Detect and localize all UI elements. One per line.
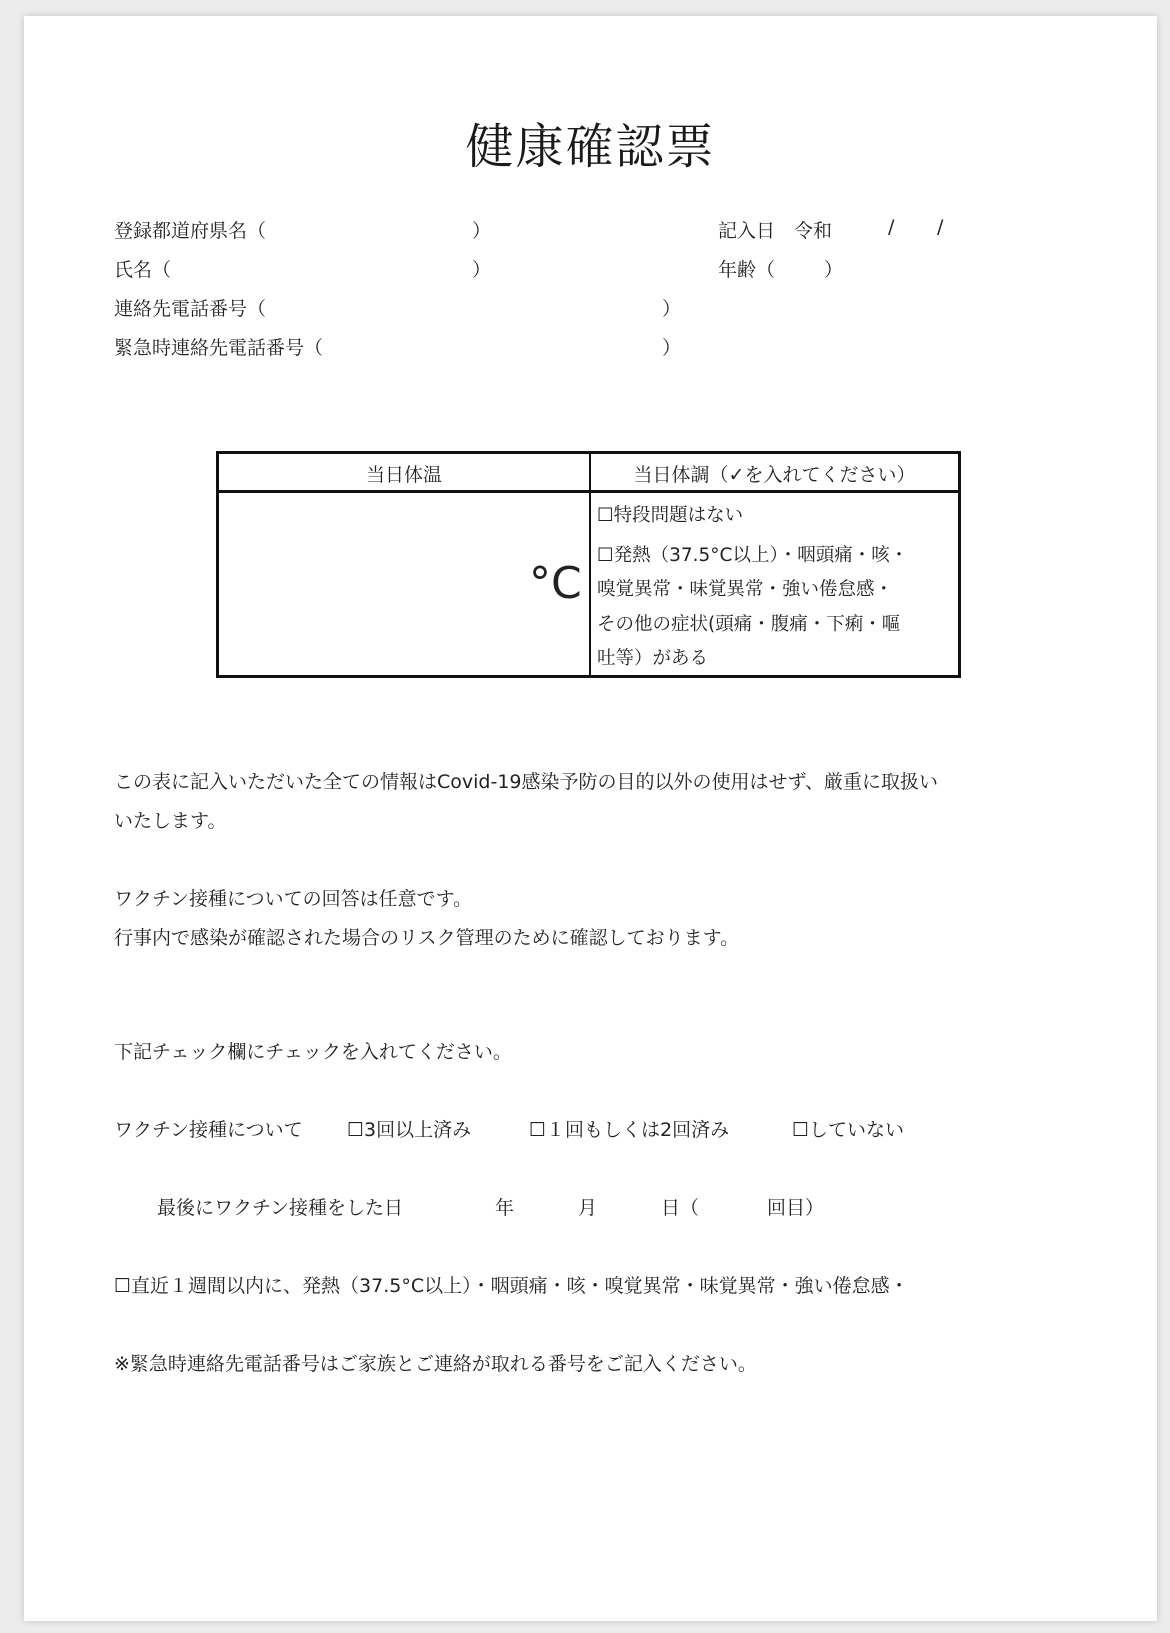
vaccine-optional-note: ワクチン接種についての回答は任意です。 xyxy=(114,888,473,910)
table-divider xyxy=(589,454,591,675)
month-label: 月 xyxy=(578,1197,598,1219)
health-table xyxy=(216,451,961,678)
last-vaccine-date-label: 最後にワクチン接種をした日 xyxy=(157,1197,404,1219)
day-label: 日（ xyxy=(661,1197,700,1219)
condition-text: 嗅覚異常・味覚異常・強い倦怠感・ xyxy=(597,579,894,600)
temperature-unit: °C xyxy=(529,558,582,609)
table-divider xyxy=(219,490,958,493)
name-close: ） xyxy=(472,259,492,281)
condition-text: 吐等）がある xyxy=(597,648,709,669)
privacy-note: この表に記入いただいた全ての情報はCovid-19感染予防の目的以外の使用はせず、厳重に取扱い xyxy=(114,771,938,793)
vaccine-label: ワクチン接種について xyxy=(114,1119,303,1141)
condition-header: 当日体調（✓を入れてください） xyxy=(633,464,916,486)
prefecture-close: ） xyxy=(472,220,492,242)
emergency-phone-label: 緊急時連絡先電話番号（ xyxy=(114,337,324,359)
privacy-note: いたします。 xyxy=(114,810,227,832)
vaccine-option-3plus[interactable]: ☐3回以上済み xyxy=(347,1119,472,1141)
dose-label: 回目） xyxy=(767,1197,825,1219)
vaccine-option-1or2[interactable]: ☐１回もしくは2回済み xyxy=(529,1119,730,1141)
emergency-phone-close: ） xyxy=(662,337,682,359)
age-close: ） xyxy=(824,259,844,281)
phone-label: 連絡先電話番号（ xyxy=(114,298,267,320)
emergency-contact-footnote: ※緊急時連絡先電話番号はご家族とご連絡が取れる番号をご記入ください。 xyxy=(114,1353,757,1375)
name-label: 氏名（ xyxy=(114,259,172,281)
page-title: 健康確認票 xyxy=(465,119,716,175)
entry-date-separator: / xyxy=(937,216,944,238)
condition-text: その他の症状(頭痛・腹痛・下痢・嘔 xyxy=(597,614,901,635)
phone-close: ） xyxy=(662,298,682,320)
condition-option-ok[interactable]: ☐特段問題はない xyxy=(597,505,744,526)
entry-date-separator: / xyxy=(888,216,895,238)
condition-option-symptoms[interactable]: ☐発熱（37.5°C以上）・咽頭痛・咳・ xyxy=(597,545,909,566)
recent-symptom-checkbox[interactable]: ☐直近１週間以内に、発熱（37.5°C以上）・咽頭痛・咳・嗅覚異常・味覚異常・強い倦怠感・ xyxy=(114,1275,909,1297)
entry-date-label: 記入日 令和 xyxy=(718,220,833,242)
vaccine-option-none[interactable]: ☐していない xyxy=(792,1119,905,1141)
year-label: 年 xyxy=(495,1197,515,1219)
vaccine-reason-note: 行事内で感染が確認された場合のリスク管理のために確認しております。 xyxy=(114,927,740,949)
form-page xyxy=(24,16,1157,1621)
temperature-header: 当日体温 xyxy=(365,464,442,486)
age-label: 年齢（ xyxy=(718,259,776,281)
check-instruction: 下記チェック欄にチェックを入れてください。 xyxy=(114,1041,512,1063)
prefecture-label: 登録都道府県名（ xyxy=(114,220,267,242)
